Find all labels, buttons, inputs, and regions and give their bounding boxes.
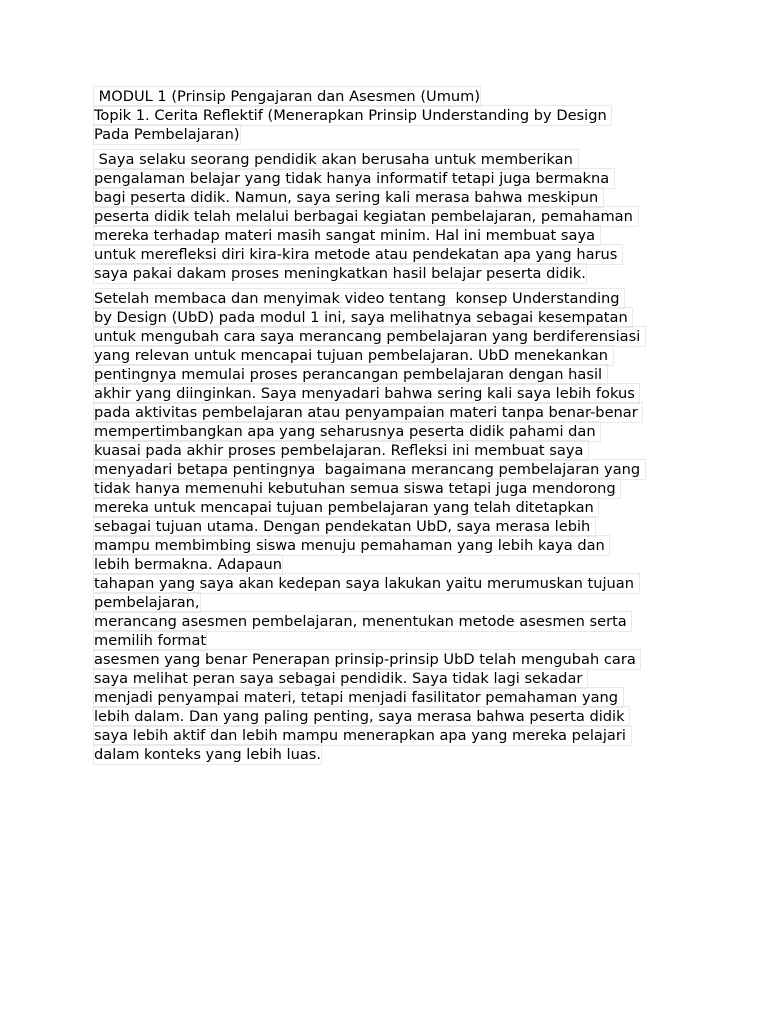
text-line: pembelajaran, <box>94 594 200 611</box>
text-line: Topik 1. Cerita Reflektif (Menerapkan Prinsip Understanding by Design <box>94 107 612 124</box>
text-line: memilih format <box>94 632 207 649</box>
document-page <box>94 87 684 764</box>
text-line: merancang asesmen pembelajaran, menentukan metode asesmen serta <box>94 613 632 630</box>
text-line: pengalaman belajar yang tidak hanya informatif tetapi juga bermakna <box>94 170 614 187</box>
text-line: mampu membimbing siswa menuju pemahaman yang lebih kaya dan <box>94 537 610 554</box>
text-line: saya pakai dakam proses meningkatkan hasil belajar peserta didik. <box>94 265 586 282</box>
text-line: tidak hanya memenuhi kebutuhan semua siswa tetapi juga mendorong <box>94 480 621 497</box>
text-line: yang relevan untuk mencapai tujuan pembelajaran. UbD menekankan <box>94 347 613 364</box>
text-line: Pada Pembelajaran) <box>94 126 240 143</box>
text-line: mereka terhadap materi masih sangat minim. Hal ini membuat saya <box>94 227 600 244</box>
text-line: menyadari betapa pentingnya bagaimana merancang pembelajaran yang <box>94 461 645 478</box>
text-line: Setelah membaca dan menyimak video tentang konsep Understanding <box>94 290 625 307</box>
text-line: akhir yang diinginkan. Saya menyadari bahwa sering kali saya lebih fokus <box>94 385 640 402</box>
text-line: asesmen yang benar Penerapan prinsip-prinsip UbD telah mengubah cara <box>94 651 641 668</box>
text-line: pentingnya memulai proses perancangan pembelajaran dengan hasil <box>94 366 607 383</box>
text-line: pada aktivitas pembelajaran atau penyampaian materi tanpa benar-benar <box>94 404 643 421</box>
text-line: menjadi penyampai materi, tetapi menjadi fasilitator pemahaman yang <box>94 689 623 706</box>
text-line: bagi peserta didik. Namun, saya sering kali merasa bahwa meskipun <box>94 189 603 206</box>
text-line: by Design (UbD) pada modul 1 ini, saya melihatnya sebagai kesempatan <box>94 309 633 326</box>
text-line: mempertimbangkan apa yang seharusnya peserta didik pahami dan <box>94 423 601 440</box>
text-line: dalam konteks yang lebih luas. <box>94 746 322 763</box>
text-line: peserta didik telah melalui berbagai kegiatan pembelajaran, pemahaman <box>94 208 638 225</box>
text-line: sebagai tujuan utama. Dengan pendekatan UbD, saya merasa lebih <box>94 518 595 535</box>
text-line: tahapan yang saya akan kedepan saya lakukan yaitu merumuskan tujuan <box>94 575 639 592</box>
text-line: saya melihat peran saya sebagai pendidik. Saya tidak lagi sekadar <box>94 670 588 687</box>
paragraph-2 <box>94 289 684 764</box>
text-line: untuk merefleksi diri kira-kira metode atau pendekatan apa yang harus <box>94 246 622 263</box>
text-line: kuasai pada akhir proses pembelajaran. Refleksi ini membuat saya <box>94 442 589 459</box>
text-line: lebih dalam. Dan yang paling penting, saya merasa bahwa peserta didik <box>94 708 630 725</box>
text-line: Saya selaku seorang pendidik akan berusaha untuk memberikan <box>94 151 578 168</box>
text-line: lebih bermakna. Adapaun <box>94 556 282 573</box>
text-line: MODUL 1 (Prinsip Pengajaran dan Asesmen (Umum) <box>94 88 481 105</box>
document-heading <box>94 87 684 144</box>
text-line: mereka untuk mencapai tujuan pembelajaran yang telah ditetapkan <box>94 499 599 516</box>
text-line: saya lebih aktif dan lebih mampu menerapkan apa yang mereka pelajari <box>94 727 631 744</box>
text-line: untuk mengubah cara saya merancang pembelajaran yang berdiferensiasi <box>94 328 645 345</box>
paragraph-1 <box>94 150 684 283</box>
